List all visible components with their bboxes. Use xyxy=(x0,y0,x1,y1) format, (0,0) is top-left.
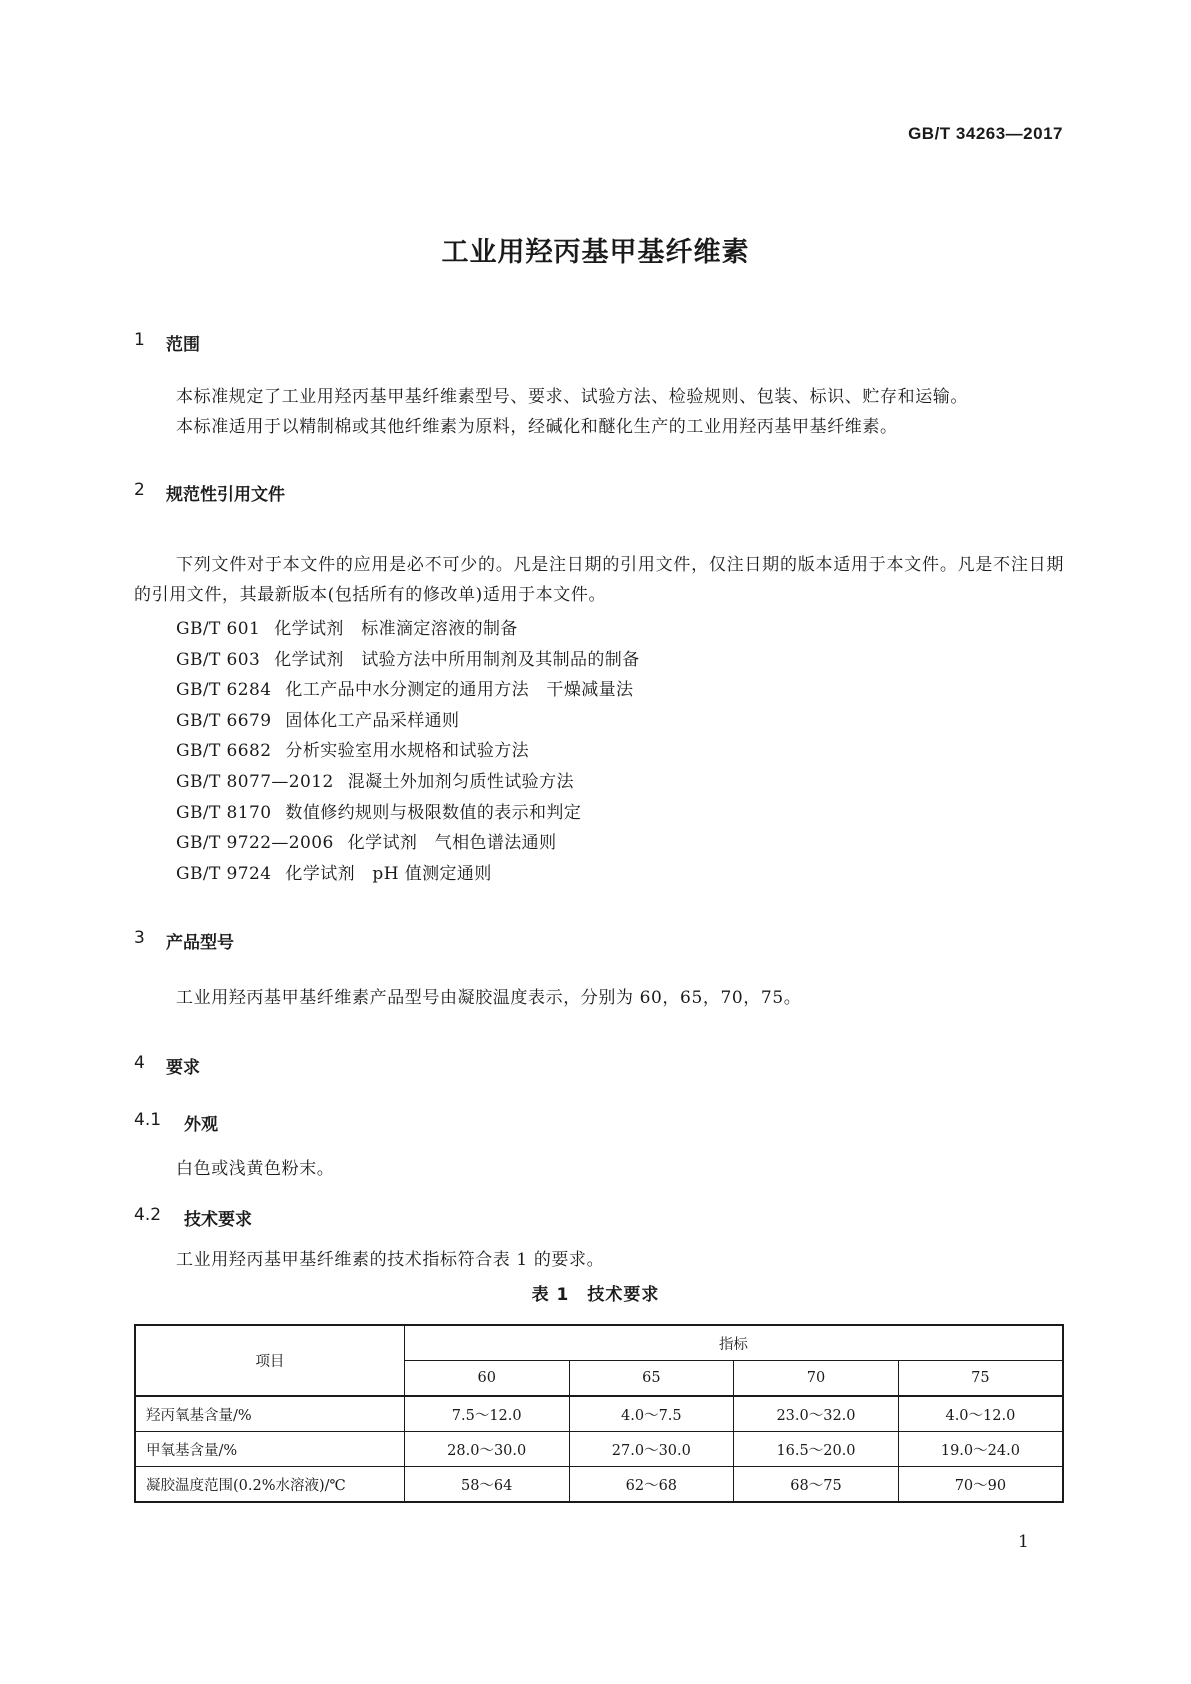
column-header-item: 项目 xyxy=(135,1325,404,1396)
list-item xyxy=(176,675,640,706)
reference-title: 化学试剂 气相色谱法通则 xyxy=(347,833,557,854)
list-item xyxy=(176,828,640,859)
appearance-paragraph: 白色或浅黄色粉末。 xyxy=(176,1159,335,1179)
reference-code: GB/T 6284 xyxy=(176,680,272,701)
table-header-row xyxy=(135,1325,1063,1361)
list-item xyxy=(176,767,640,798)
table-cell: 58～64 xyxy=(404,1467,569,1503)
table-cell: 4.0～12.0 xyxy=(898,1396,1063,1432)
column-header-grade: 65 xyxy=(569,1361,734,1397)
column-header-grade: 60 xyxy=(404,1361,569,1397)
section-number: 4 xyxy=(134,1053,145,1073)
row-label: 羟丙氧基含量/% xyxy=(135,1396,404,1432)
section-4-heading xyxy=(134,1053,200,1078)
list-item xyxy=(176,645,640,676)
table-cell: 16.5～20.0 xyxy=(734,1432,899,1467)
product-model-paragraph: 工业用羟丙基甲基纤维素产品型号由凝胶温度表示，分别为 60，65，70，75。 xyxy=(176,988,802,1008)
table-cell: 7.5～12.0 xyxy=(404,1396,569,1432)
section-title: 范围 xyxy=(166,335,200,355)
section-number: 3 xyxy=(134,928,145,948)
table-row xyxy=(135,1467,1063,1503)
normative-reference-list xyxy=(176,614,640,889)
section-3-heading xyxy=(134,928,234,953)
reference-title: 化学试剂 标准滴定溶液的制备 xyxy=(274,619,518,639)
document-title: 工业用羟丙基甲基纤维素 xyxy=(441,237,750,268)
section-title: 产品型号 xyxy=(166,933,234,953)
section-title: 要求 xyxy=(166,1058,200,1078)
reference-code: GB/T 6679 xyxy=(176,710,272,731)
section-4-2-heading xyxy=(134,1205,252,1230)
reference-code: GB/T 8170 xyxy=(176,802,272,823)
table-cell: 4.0～7.5 xyxy=(569,1396,734,1432)
section-title: 外观 xyxy=(184,1115,218,1135)
section-number: 4.1 xyxy=(134,1110,162,1130)
reference-code: GB/T 9722—2006 xyxy=(176,833,334,854)
reference-title: 混凝土外加剂匀质性试验方法 xyxy=(347,771,574,792)
reference-code: GB/T 9724 xyxy=(176,863,272,884)
reference-title: 固体化工产品采样通则 xyxy=(285,710,460,731)
reference-code: GB/T 603 xyxy=(176,649,261,670)
table-cell: 70～90 xyxy=(898,1467,1063,1503)
reference-code: GB/T 601 xyxy=(176,619,261,639)
table-caption: 表 1 技术要求 xyxy=(531,1285,660,1305)
table-cell: 23.0～32.0 xyxy=(734,1396,899,1432)
section-2-heading xyxy=(134,480,285,505)
scope-paragraph-2: 本标准适用于以精制棉或其他纤维素为原料，经碱化和醚化生产的工业用羟丙基甲基纤维素。 xyxy=(176,417,898,437)
list-item xyxy=(176,859,640,890)
section-number: 4.2 xyxy=(134,1205,162,1225)
technical-requirements-paragraph: 工业用羟丙基甲基纤维素的技术指标符合表 1 的要求。 xyxy=(176,1250,605,1270)
reference-title: 分析实验室用水规格和试验方法 xyxy=(285,741,530,762)
list-item xyxy=(176,798,640,829)
reference-title: 化学试剂 试验方法中所用制剂及其制品的制备 xyxy=(274,649,640,670)
column-header-index: 指标 xyxy=(404,1325,1063,1361)
reference-title: 化工产品中水分测定的通用方法 干燥减量法 xyxy=(285,680,634,701)
column-header-grade: 75 xyxy=(898,1361,1063,1397)
section-1-heading xyxy=(134,330,200,355)
row-label: 甲氧基含量/% xyxy=(135,1432,404,1467)
reference-title: 数值修约规则与极限数值的表示和判定 xyxy=(285,802,582,823)
reference-title: 化学试剂 pH 值测定通则 xyxy=(285,863,492,884)
section-number: 1 xyxy=(134,330,145,350)
references-intro-paragraph: 下列文件对于本文件的应用是必不可少的。凡是注日期的引用文件，仅注日期的版本适用于本文件。凡是不注日期的引用文件，其最新版本(包括所有的修改单)适用于本文件。 xyxy=(134,555,1064,605)
table-cell: 68～75 xyxy=(734,1467,899,1503)
table-cell: 27.0～30.0 xyxy=(569,1432,734,1467)
list-item xyxy=(176,736,640,767)
table-cell: 28.0～30.0 xyxy=(404,1432,569,1467)
section-title: 规范性引用文件 xyxy=(166,485,285,505)
column-header-grade: 70 xyxy=(734,1361,899,1397)
reference-code: GB/T 6682 xyxy=(176,741,272,762)
table-cell: 62～68 xyxy=(569,1467,734,1503)
section-number: 2 xyxy=(134,480,145,500)
row-label: 凝胶温度范围(0.2%水溶液)/℃ xyxy=(135,1467,404,1503)
reference-code: GB/T 8077—2012 xyxy=(176,771,334,792)
section-4-1-heading xyxy=(134,1110,218,1135)
standard-number: GB/T 34263—2017 xyxy=(908,124,1063,143)
table-row xyxy=(135,1396,1063,1432)
list-item xyxy=(176,706,640,737)
scope-paragraph-1: 本标准规定了工业用羟丙基甲基纤维素型号、要求、试验方法、检验规则、包装、标识、贮存和运输。 xyxy=(176,387,968,407)
section-title: 技术要求 xyxy=(184,1210,252,1230)
page-number: 1 xyxy=(1018,1532,1029,1552)
table-cell: 19.0～24.0 xyxy=(898,1432,1063,1467)
list-item xyxy=(176,614,640,645)
technical-requirements-table xyxy=(134,1324,1064,1503)
table-row xyxy=(135,1432,1063,1467)
